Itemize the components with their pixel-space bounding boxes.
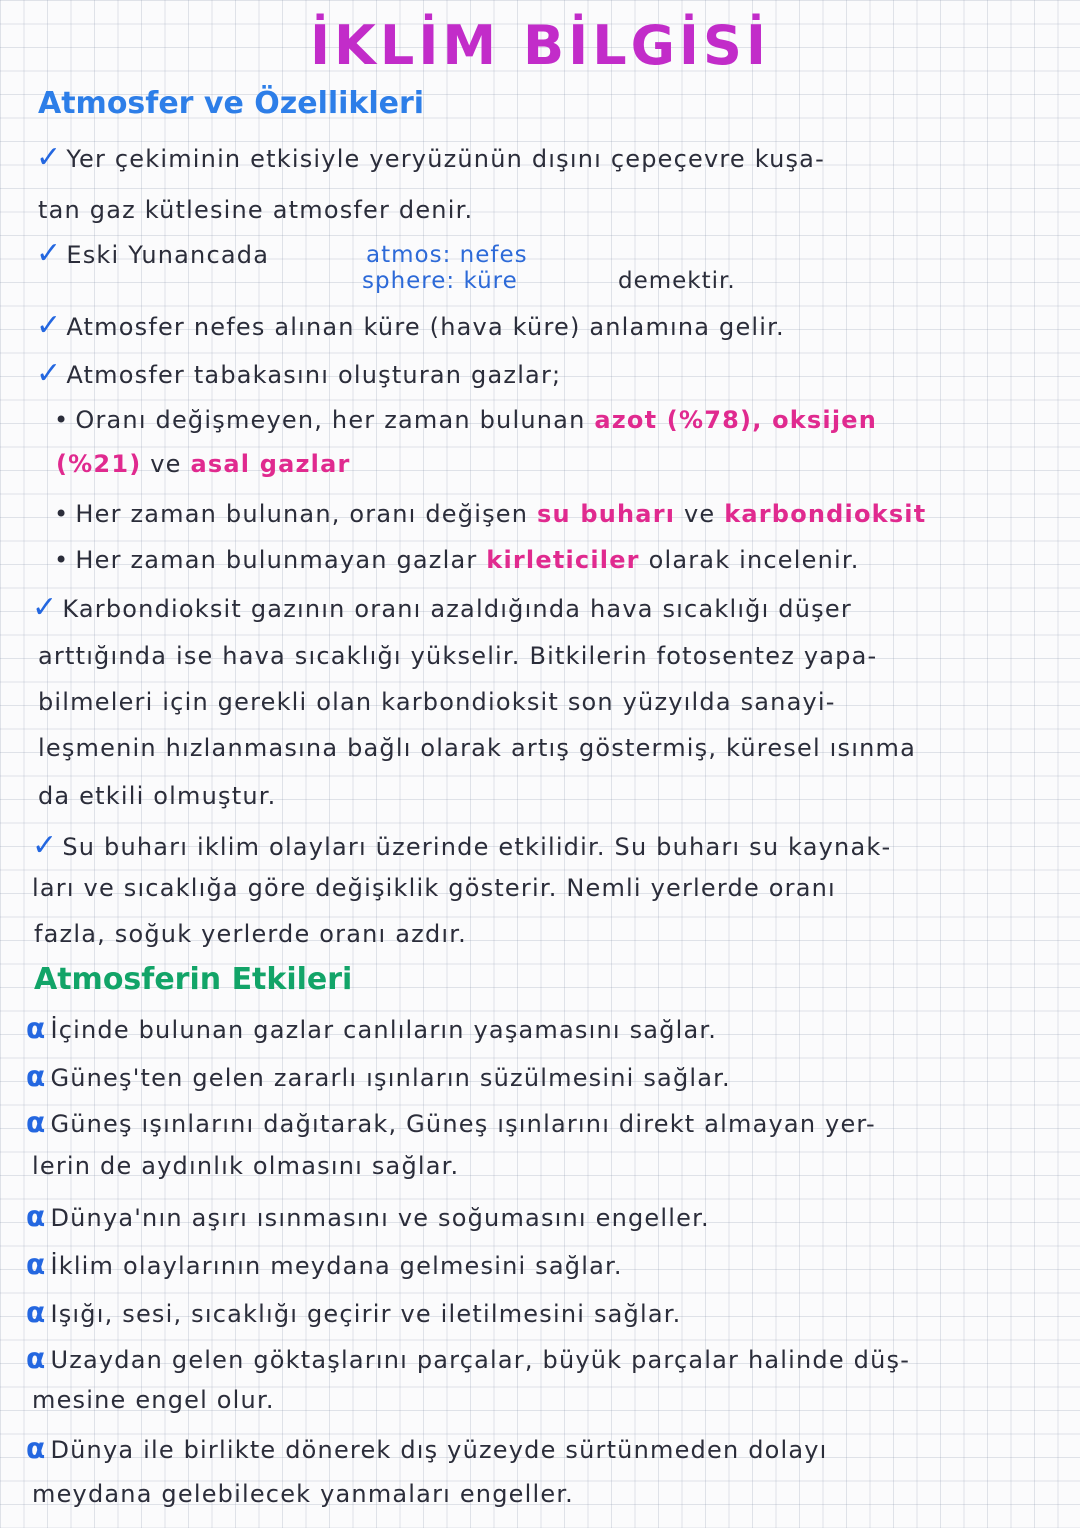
- co2-line-1: ✓ Karbondioksit gazının oranı azaldığında hava sıcaklığı düşer: [32, 590, 852, 625]
- gas-highlight-oksijen-ratio: (%21): [56, 450, 142, 478]
- alpha-icon: α: [26, 1012, 47, 1045]
- effect-item-7-cont: mesine engel olur.: [32, 1386, 275, 1414]
- water-line-3: fazla, soğuk yerlerde oranı azdır.: [34, 920, 467, 948]
- effect-item-2: α Güneş'ten gelen zararlı ışınların süzülmesini sağlar.: [26, 1060, 731, 1093]
- alpha-icon: α: [26, 1106, 47, 1139]
- greek-sphere: sphere: küre: [362, 268, 518, 294]
- gas-highlight-kirleticiler: kirleticiler: [486, 546, 640, 574]
- definition-text-1: Yer çekiminin etkisiyle yeryüzünün dışını çepeçevre kuşa-: [66, 145, 825, 173]
- check-icon: ✓: [36, 236, 63, 271]
- greek-suffix: demektir.: [618, 268, 736, 294]
- check-icon: ✓: [32, 590, 59, 625]
- effect-item-3: α Güneş ışınlarını dağıtarak, Güneş ışınlarını direkt almayan yer-: [26, 1106, 876, 1139]
- effect-item-6: α Işığı, sesi, sıcaklığı geçirir ve iletilmesini sağlar.: [26, 1296, 682, 1329]
- gas-item-1-cont: (%21) ve asal gazlar: [56, 450, 351, 478]
- gas-item-2: • Her zaman bulunan, oranı değişen su buharı ve karbondioksit: [54, 500, 927, 528]
- definition-line-2: tan gaz kütlesine atmosfer denir.: [38, 196, 474, 224]
- bullet-icon: •: [54, 406, 70, 434]
- alpha-icon: α: [26, 1248, 47, 1281]
- water-line-1: ✓ Su buharı iklim olayları üzerinde etkilidir. Su buharı su kaynak-: [32, 828, 892, 863]
- gases-intro-line: [36, 356, 561, 391]
- check-icon: ✓: [36, 356, 63, 391]
- page-title: İKLİM BİLGİSİ: [309, 14, 771, 77]
- co2-line-2: arttığında ise hava sıcaklığı yükselir. Bitkilerin fotosentez yapa-: [38, 642, 878, 670]
- section-heading-atmosphere: Atmosfer ve Özellikleri: [38, 86, 425, 121]
- meaning-text: Atmosfer nefes alınan küre (hava küre) anlamına gelir.: [66, 313, 785, 341]
- effect-item-5: α İklim olaylarının meydana gelmesini sağlar.: [26, 1248, 623, 1281]
- water-line-2: ları ve sıcaklığa göre değişiklik gösterir. Nemli yerlerde oranı: [32, 874, 836, 902]
- greek-line: [36, 236, 269, 271]
- effect-item-4: α Dünya'nın aşırı ısınmasını ve soğumasını engeller.: [26, 1200, 710, 1233]
- greek-atmos: atmos: nefes: [366, 242, 528, 268]
- gas-highlight-su-buhari: su buharı: [537, 500, 676, 528]
- effect-item-1: α İçinde bulunan gazlar canlıların yaşamasını sağlar.: [26, 1012, 718, 1045]
- co2-line-3: bilmeleri için gerekli olan karbondioksit son yüzyılda sanayi-: [38, 688, 836, 716]
- gas-item-1: • Oranı değişmeyen, her zaman bulunan azot (%78), oksijen: [54, 406, 878, 434]
- bullet-icon: •: [54, 500, 70, 528]
- check-icon: ✓: [32, 828, 59, 863]
- alpha-icon: α: [26, 1432, 47, 1465]
- check-icon: ✓: [36, 308, 63, 343]
- alpha-icon: α: [26, 1342, 47, 1375]
- check-icon: ✓: [36, 140, 63, 175]
- gases-intro-text: Atmosfer tabakasını oluşturan gazlar;: [66, 361, 562, 389]
- effect-item-8: α Dünya ile birlikte dönerek dış yüzeyde sürtünmeden dolayı: [26, 1432, 828, 1465]
- effect-item-8-cont: meydana gelebilecek yanmaları engeller.: [32, 1480, 575, 1508]
- co2-line-4: leşmenin hızlanmasına bağlı olarak artış göstermiş, küresel ısınma: [38, 734, 916, 762]
- meaning-line: [36, 308, 785, 343]
- co2-line-5: da etkili olmuştur.: [38, 782, 277, 810]
- gas-highlight-azot-oksijen: azot (%78), oksijen: [594, 406, 878, 434]
- bullet-icon: •: [54, 546, 70, 574]
- effect-item-7: α Uzaydan gelen göktaşlarını parçalar, büyük parçalar halinde düş-: [26, 1342, 911, 1375]
- section-heading-effects: Atmosferin Etkileri: [34, 962, 353, 997]
- alpha-icon: α: [26, 1060, 47, 1093]
- alpha-icon: α: [26, 1200, 47, 1233]
- greek-label: Eski Yunancada: [66, 241, 270, 269]
- gas-highlight-asal: asal gazlar: [190, 450, 351, 478]
- alpha-icon: α: [26, 1296, 47, 1329]
- effect-item-3-cont: lerin de aydınlık olmasını sağlar.: [32, 1152, 460, 1180]
- gas-highlight-karbondioksit: karbondioksit: [724, 500, 927, 528]
- definition-line-1: [36, 140, 825, 175]
- gas-item-3: • Her zaman bulunmayan gazlar kirleticiler olarak incelenir.: [54, 546, 860, 574]
